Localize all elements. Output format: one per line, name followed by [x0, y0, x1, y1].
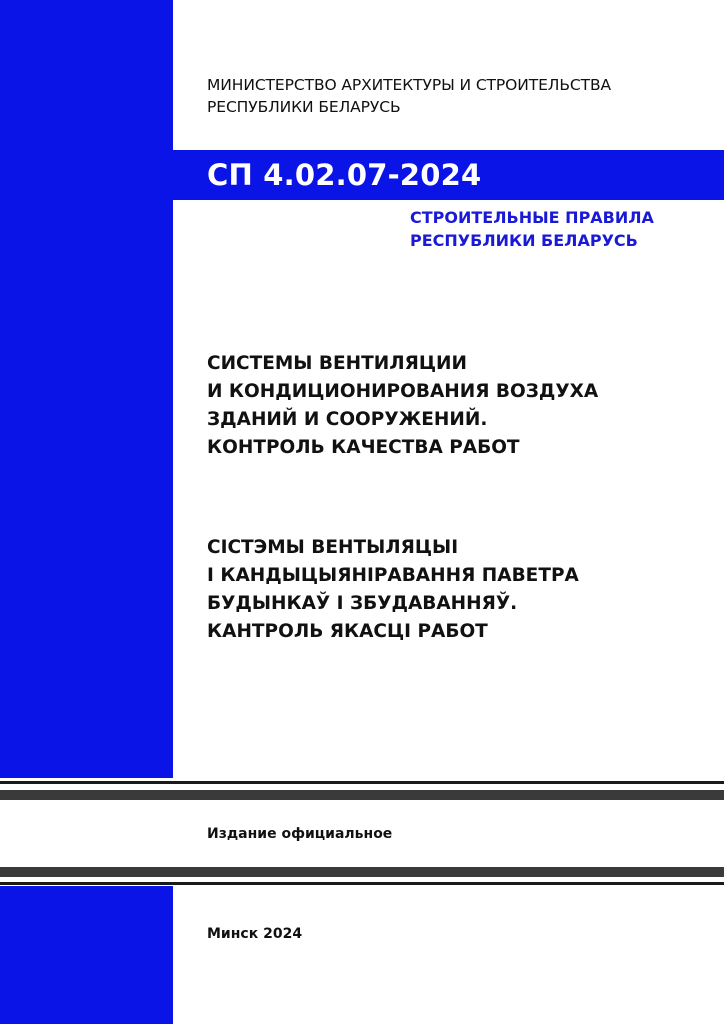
divider-thin-top	[0, 781, 724, 784]
divider-thick-top	[0, 790, 724, 800]
left-blue-band-bottom	[0, 886, 173, 1024]
rules-line-2: РЕСПУБЛИКИ БЕЛАРУСЬ	[410, 231, 638, 250]
divider-thick-bottom	[0, 867, 724, 877]
ministry-name	[207, 74, 707, 118]
ministry-line-1: МИНИСТЕРСТВО АРХИТЕКТУРЫ И СТРОИТЕЛЬСТВА	[207, 76, 612, 94]
title-by-line-2: І КАНДЫЦЫЯНІРАВАННЯ ПАВЕТРА	[207, 565, 579, 586]
title-by-line-3: БУДЫНКАЎ І ЗБУДАВАННЯЎ.	[207, 593, 518, 614]
title-ru-line-1: СИСТЕМЫ ВЕНТИЛЯЦИИ	[207, 353, 467, 374]
title-ru-line-2: И КОНДИЦИОНИРОВАНИЯ ВОЗДУХА	[207, 381, 599, 402]
city-year: Минск 2024	[207, 926, 303, 942]
left-blue-band-top	[0, 0, 173, 778]
ministry-line-2: РЕСПУБЛИКИ БЕЛАРУСЬ	[207, 98, 401, 116]
title-ru-line-3: ЗДАНИЙ И СООРУЖЕНИЙ.	[207, 409, 488, 430]
rules-line-1: СТРОИТЕЛЬНЫЕ ПРАВИЛА	[410, 208, 654, 227]
rules-designation	[410, 206, 710, 252]
title-by-line-4: КАНТРОЛЬ ЯКАСЦІ РАБОТ	[207, 621, 488, 642]
title-ru-line-4: КОНТРОЛЬ КАЧЕСТВА РАБОТ	[207, 437, 520, 458]
divider-thin-bottom	[0, 882, 724, 885]
edition-label: Издание официальное	[207, 826, 393, 842]
document-code: СП 4.02.07-2024	[207, 158, 482, 192]
title-belarusian	[207, 534, 707, 646]
title-russian	[207, 350, 707, 462]
title-by-line-1: СІСТЭМЫ ВЕНТЫЛЯЦЫІ	[207, 537, 459, 558]
